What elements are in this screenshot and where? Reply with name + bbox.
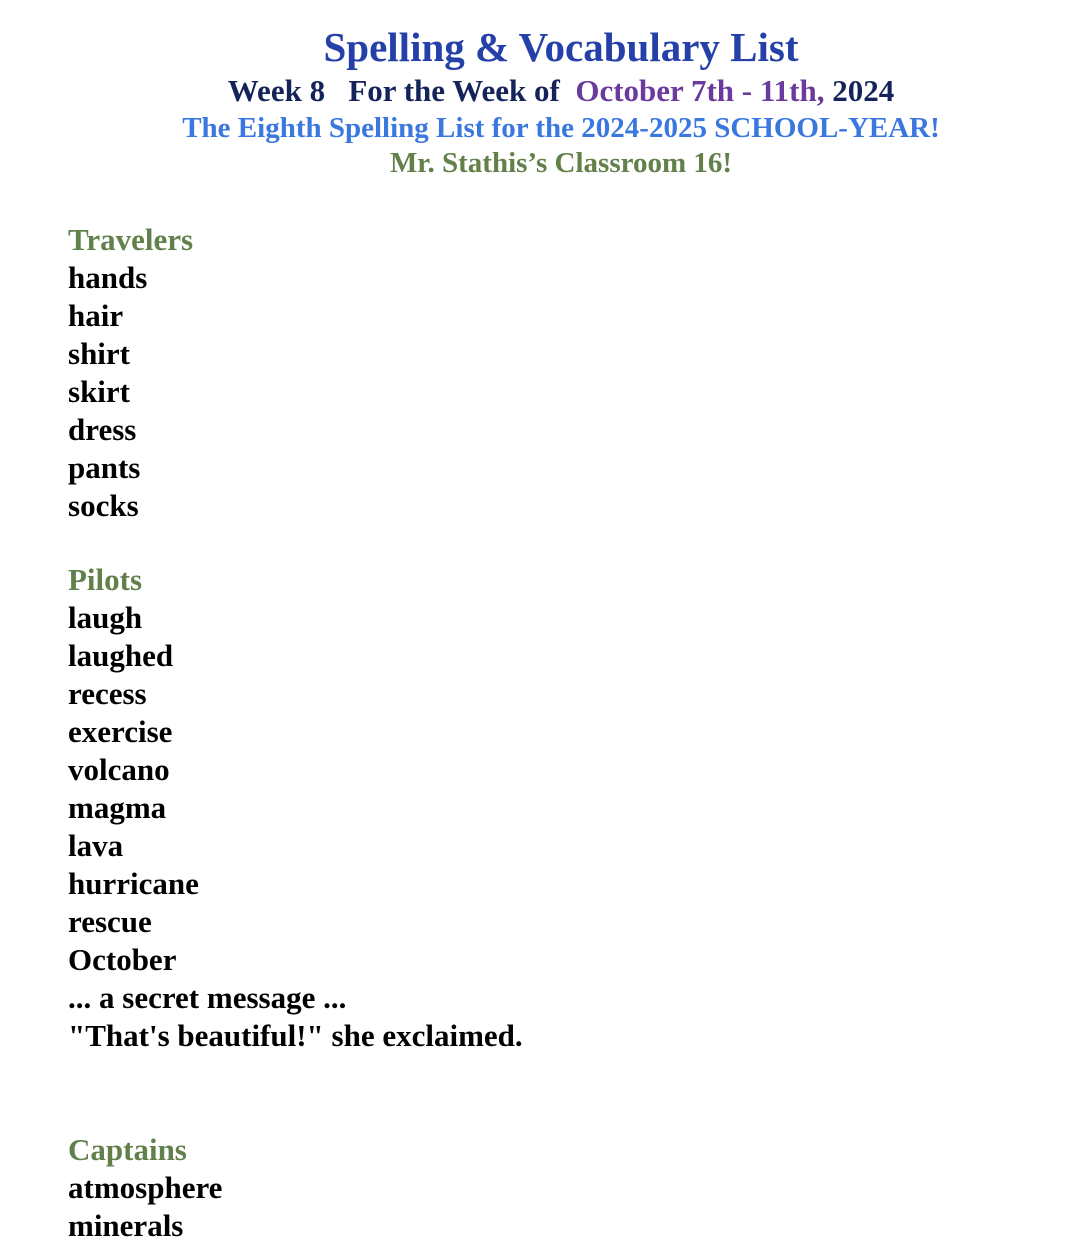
week-year: 2024: [824, 73, 895, 108]
word-item: rescue: [68, 904, 152, 939]
group-travelers: [68, 221, 193, 525]
classroom-line: Mr. Stathis’s Classroom 16!: [389, 147, 733, 179]
group-heading: Captains: [68, 1132, 187, 1167]
word-item: lava: [68, 828, 124, 863]
word-item: exercise: [68, 714, 173, 749]
word-item: hands: [68, 260, 148, 295]
word-item: minerals: [68, 1208, 184, 1243]
group-captains: [68, 1131, 222, 1245]
word-item: October: [68, 942, 177, 977]
week-dates: October 7th - 11th,: [575, 73, 825, 108]
word-item: magma: [68, 790, 167, 825]
group-heading: Pilots: [68, 562, 143, 597]
word-item: hair: [68, 298, 124, 333]
week-label: Week 8 For the Week of: [227, 73, 576, 108]
document-header: [0, 22, 1092, 180]
word-item: shirt: [68, 336, 130, 371]
word-item: ... a secret message ...: [68, 980, 347, 1015]
group-heading: Travelers: [68, 222, 194, 257]
word-item: pants: [68, 450, 141, 485]
group-pilots: [68, 561, 523, 1055]
word-item: socks: [68, 488, 139, 523]
word-item: atmosphere: [68, 1170, 223, 1205]
week-line: [0, 72, 1092, 110]
word-item: "That's beautiful!" she exclaimed.: [68, 1018, 523, 1053]
word-item: hurricane: [68, 866, 199, 901]
word-item: laughed: [68, 638, 174, 673]
word-item: skirt: [68, 374, 130, 409]
word-item: dress: [68, 412, 137, 447]
page-title: Spelling & Vocabulary List: [323, 24, 799, 70]
list-subtitle: The Eighth Spelling List for the 2024-2025 SCHOOL-YEAR!: [182, 112, 940, 144]
word-item: recess: [68, 676, 147, 711]
word-item: laugh: [68, 600, 143, 635]
word-item: volcano: [68, 752, 170, 787]
